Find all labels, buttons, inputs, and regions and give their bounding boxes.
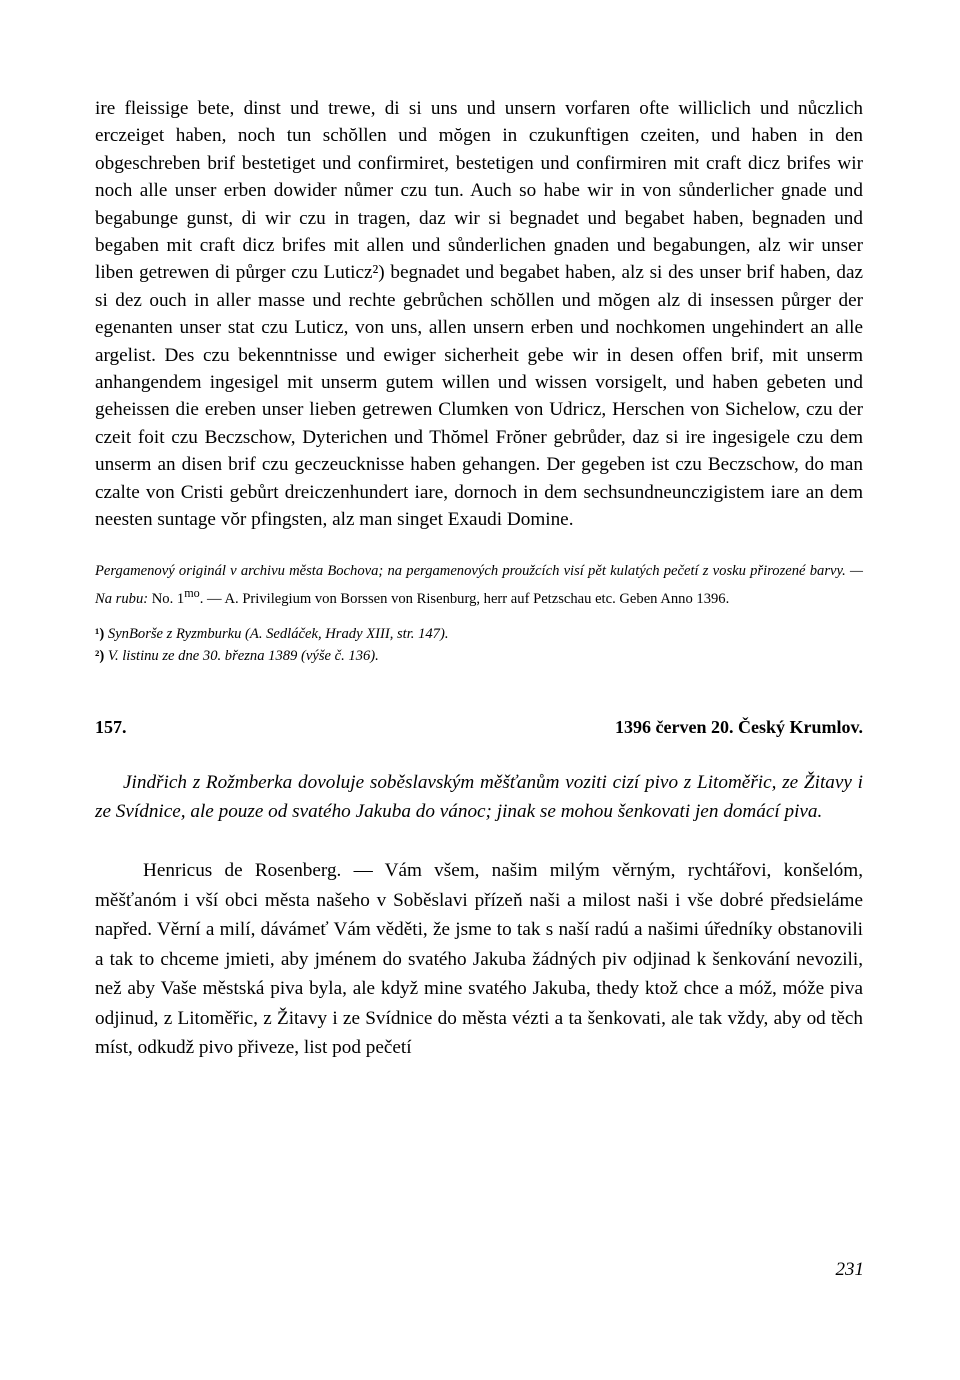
archival-note-text — [95, 560, 863, 610]
page-number: 231 — [835, 1259, 864, 1280]
footnote-1 — [95, 623, 863, 645]
footnote-2 — [95, 645, 863, 667]
footnotes — [95, 623, 863, 667]
archival-note-dorsal-sup: mo — [184, 585, 200, 600]
archival-note-italic: Pergamenový originál v archivu města Bochova; na pergamenových proužcích visí pět kulatých pečetí z vosku přirozené barvy. — Na rubu: — [95, 562, 863, 607]
letter-text: Henricus de Rosenberg. — Vám všem, našim milým věrným, rychtářovi, konšelóm, měšťanóm i vší obci města našeho v Soběslavi přízeň naši a milost naši i vše dobré předsieláme napřed. Věrní a milí, dávámeť Vám věděti, že jsme to tak s naší radú a našimi úředníky obstanovili a tak to chceme jmieti, aby jménem do svatého Jakuba žádných piv odjinad k šenkování nevozili, než aby Vaše městská piva byla, ale když mine svatého Jakuba, thedy ktož chce a móž, móže piva odjinud, z Litoměřic, z Žitavy i ze Svídnice do města vézti a ta šenkovati, ale tak vždy, aby od těch míst, odkudž pivo přiveze, list pod pečetí — [95, 860, 863, 1059]
archival-note-dorsal: No. 1 — [151, 590, 185, 607]
document-number: 157. — [95, 717, 127, 738]
footnote-2-text: V. listinu ze dne 30. března 1389 (výše č. 136). — [107, 648, 379, 665]
document-regest: Jindřich z Rožmberka dovoluje soběslavským měšťanům voziti cizí pivo z Litoměřic, ze Žitavy i ze Svídnice, ale pouze od svatého Jakuba do vánoc; jinak se mohou šenkovati jen domácí piva. — [95, 772, 863, 823]
footnote-1-number: ¹) — [95, 626, 105, 643]
page-content — [95, 95, 863, 1063]
document-heading — [95, 717, 863, 738]
charter-continuation-text: ire fleissige bete, dinst und trewe, di si uns und unsern vorfaren ofte williclich und nůczlich erczeiget haben, noch tun schŏllen und mŏgen in czukunftigen czeiten, und haben in den obgeschreben brif bestetiget und confirmiret, bestetigen und confirmiren mit craft dicz brifes wir noch alle unser erben dowider nůmer czu tun. Auch so habe wir in von sůnderlicher gnade und begabunge gunst, di wir czu in tragen, daz wir si begnadet und begabet haben, begnaden und begaben mit craft dicz brifes mit allen und sůnderlichen gnaden und begabungen, alz wir unser liben getrewen di půrger czu Luticz²) begnadet und begabet haben, alz si des unser brif haben, daz si dez ouch in aller masse und rechte gebrůchen schŏllen und mŏgen alz di insessen půrger der egenanten unser stat czu Luticz, von uns, allen unsern erben und nochkomen ungehindert an alle argelist. Des czu bekenntnisse und ewiger sicherheit gebe wir in desen offen brif, mit unserm anhangendem ingesigel mit unserm gutem willen und wissen vorsigelt, und haben gebeten und geheissen die ereben unser lieben getrewen Clumken von Udricz, Herschen von Sichelow, czu der czeit foit czu Beczschow, Dyterichen und Thŏmel Frŏner gebrůder, daz si ire ingesigele czu dem unserm an disen brif czu geczeucknisse haben gehangen. Der gegeben ist czu Beczschow, do man czalte von Cristi gebůrt dreiczenhundert iare, dornoch in dem sechsundneunczigistem iare an dem neesten suntage vŏr pfingsten, alz man singet Exaudi Domine. — [95, 98, 863, 531]
archival-note-dorsal-rest: . — A. Privilegium von Borssen von Risenburg, herr auf Petzschau etc. Geben Anno 1396. — [199, 590, 730, 607]
document-date-place: 1396 červen 20. Český Krumlov. — [615, 717, 863, 738]
footnote-2-number: ²) — [95, 648, 105, 665]
archival-note — [95, 560, 863, 610]
footnote-1-text: SynBorše z Ryzmburku (A. Sedláček, Hrady XIII, str. 147). — [107, 626, 449, 643]
